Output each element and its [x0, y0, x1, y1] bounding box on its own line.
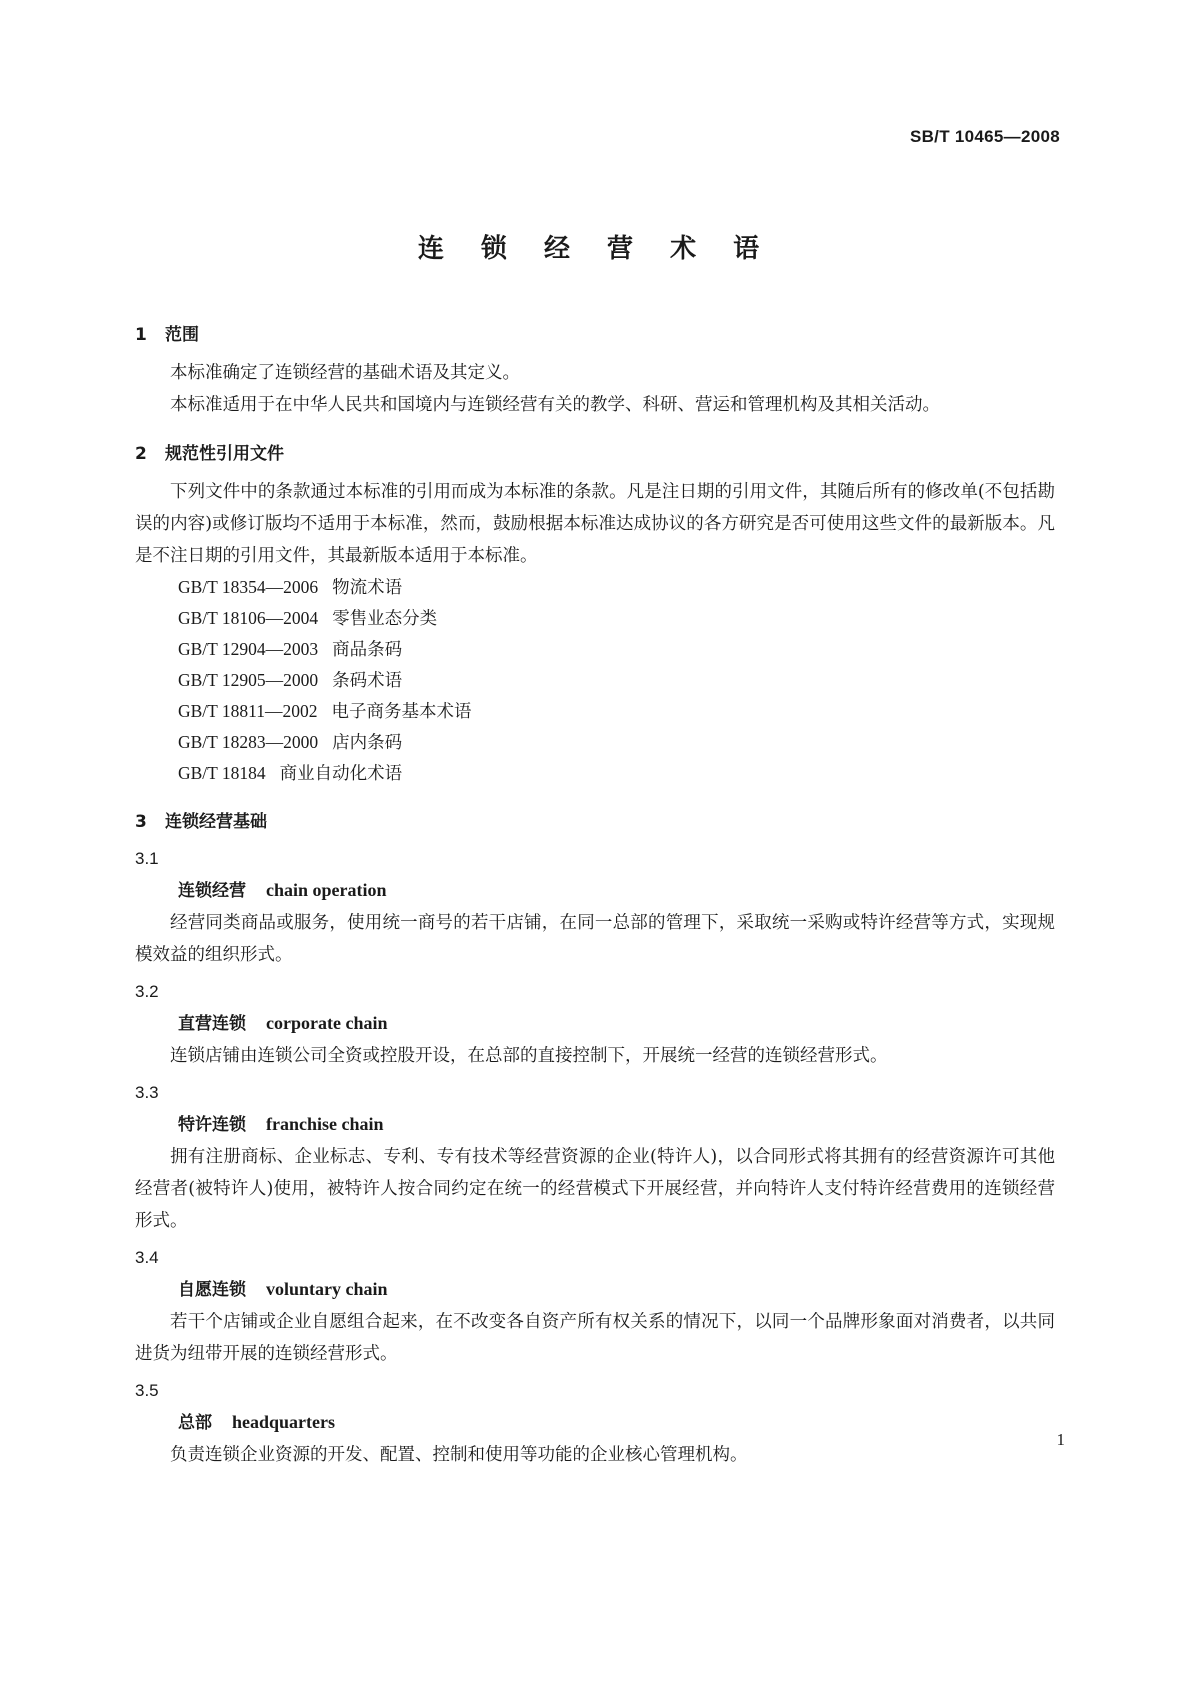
term-en: corporate chain: [266, 1013, 388, 1033]
reference-item: [135, 603, 1055, 634]
term-en: voluntary chain: [266, 1279, 388, 1299]
section-title: 规范性引用文件: [165, 444, 284, 464]
term-entry: [135, 1376, 1055, 1471]
term-heading: [135, 1007, 1055, 1040]
paragraph: 下列文件中的条款通过本标准的引用而成为本标准的条款。凡是注日期的引用文件，其随后所有的修改单(不包括勘误的内容)或修订版均不适用于本标准，然而，鼓励根据本标准达成协议的各方研究是否可使用这些文件的最新版本。凡是不注日期的引用文件，其最新版本适用于本标准。: [135, 482, 1055, 566]
term-en: headquarters: [232, 1412, 335, 1432]
section-number: 1: [135, 325, 147, 345]
reference-title: 零售业态分类: [332, 609, 438, 629]
term-entry: [135, 844, 1055, 971]
term-definition: 连锁店铺由连锁公司全资或控股开设，在总部的直接控制下，开展统一经营的连锁经营形式。: [170, 1046, 888, 1066]
paragraph: 本标准适用于在中华人民共和国境内与连锁经营有关的教学、科研、营运和管理机构及其相关活动。: [170, 395, 940, 415]
term-zh: 连锁经营: [178, 881, 246, 901]
reference-code: GB/T 18811—2002: [178, 701, 318, 721]
reference-code: GB/T 18283—2000: [178, 732, 319, 752]
reference-title: 商品条码: [332, 640, 403, 660]
clause-number: 3.3: [135, 1083, 159, 1102]
term-heading: [135, 1406, 1055, 1439]
clause-number: 3.1: [135, 849, 159, 868]
term-zh: 总部: [178, 1413, 212, 1433]
term-definition: 若干个店铺或企业自愿组合起来，在不改变各自资产所有权关系的情况下，以同一个品牌形象面对消费者，以共同进货为纽带开展的连锁经营形式。: [135, 1312, 1055, 1364]
term-zh: 特许连锁: [178, 1115, 246, 1135]
reference-code: GB/T 12904—2003: [178, 639, 319, 659]
section-number: 2: [135, 444, 147, 464]
reference-title: 店内条码: [332, 733, 403, 753]
term-entry: [135, 1078, 1055, 1237]
page-number: 1: [1056, 1430, 1065, 1449]
reference-code: GB/T 18106—2004: [178, 608, 319, 628]
reference-item: [135, 634, 1055, 665]
term-zh: 自愿连锁: [178, 1280, 246, 1300]
reference-title: 条码术语: [332, 671, 403, 691]
reference-code: GB/T 12905—2000: [178, 670, 319, 690]
reference-item: [135, 696, 1055, 727]
section-heading-chain-operation-basics: [135, 807, 1055, 832]
term-entry: [135, 977, 1055, 1072]
reference-code: GB/T 18354—2006: [178, 577, 319, 597]
reference-title: 商业自动化术语: [279, 764, 403, 784]
section-title: 连锁经营基础: [165, 812, 267, 832]
section-title: 范围: [165, 325, 199, 345]
reference-item: [135, 665, 1055, 696]
section-number: 3: [135, 812, 147, 832]
term-en: chain operation: [266, 880, 387, 900]
term-definition: 经营同类商品或服务，使用统一商号的若干店铺，在同一总部的管理下，采取统一采购或特许经营等方式，实现规模效益的组织形式。: [135, 913, 1055, 965]
term-heading: [135, 1273, 1055, 1306]
document-title: 连 锁 经 营 术 语: [417, 234, 774, 264]
section-heading-scope: [135, 320, 1055, 345]
reference-title: 电子商务基本术语: [331, 702, 472, 722]
reference-item: [135, 758, 1055, 789]
term-definition: 拥有注册商标、企业标志、专利、专有技术等经营资源的企业(特许人)，以合同形式将其拥有的经营资源许可其他经营者(被特许人)使用，被特许人按合同约定在统一的经营模式下开展经营，并向特许人支付特许经营费用的连锁经营形式。: [135, 1147, 1055, 1231]
clause-number: 3.5: [135, 1381, 159, 1400]
reference-title: 物流术语: [332, 578, 403, 598]
clause-number: 3.2: [135, 982, 159, 1001]
reference-code: GB/T 18184: [178, 763, 266, 783]
term-zh: 直营连锁: [178, 1014, 246, 1034]
document-body: [135, 320, 1055, 1471]
term-heading: [135, 874, 1055, 907]
paragraph: 本标准确定了连锁经营的基础术语及其定义。: [170, 363, 520, 383]
term-entry: [135, 1243, 1055, 1370]
term-heading: [135, 1108, 1055, 1141]
reference-item: [135, 572, 1055, 603]
section-heading-normative-references: [135, 439, 1055, 464]
standard-code: SB/T 10465—2008: [909, 127, 1060, 146]
clause-number: 3.4: [135, 1248, 159, 1267]
term-en: franchise chain: [266, 1114, 384, 1134]
term-definition: 负责连锁企业资源的开发、配置、控制和使用等功能的企业核心管理机构。: [170, 1445, 748, 1465]
reference-item: [135, 727, 1055, 758]
reference-list: [135, 572, 1055, 789]
